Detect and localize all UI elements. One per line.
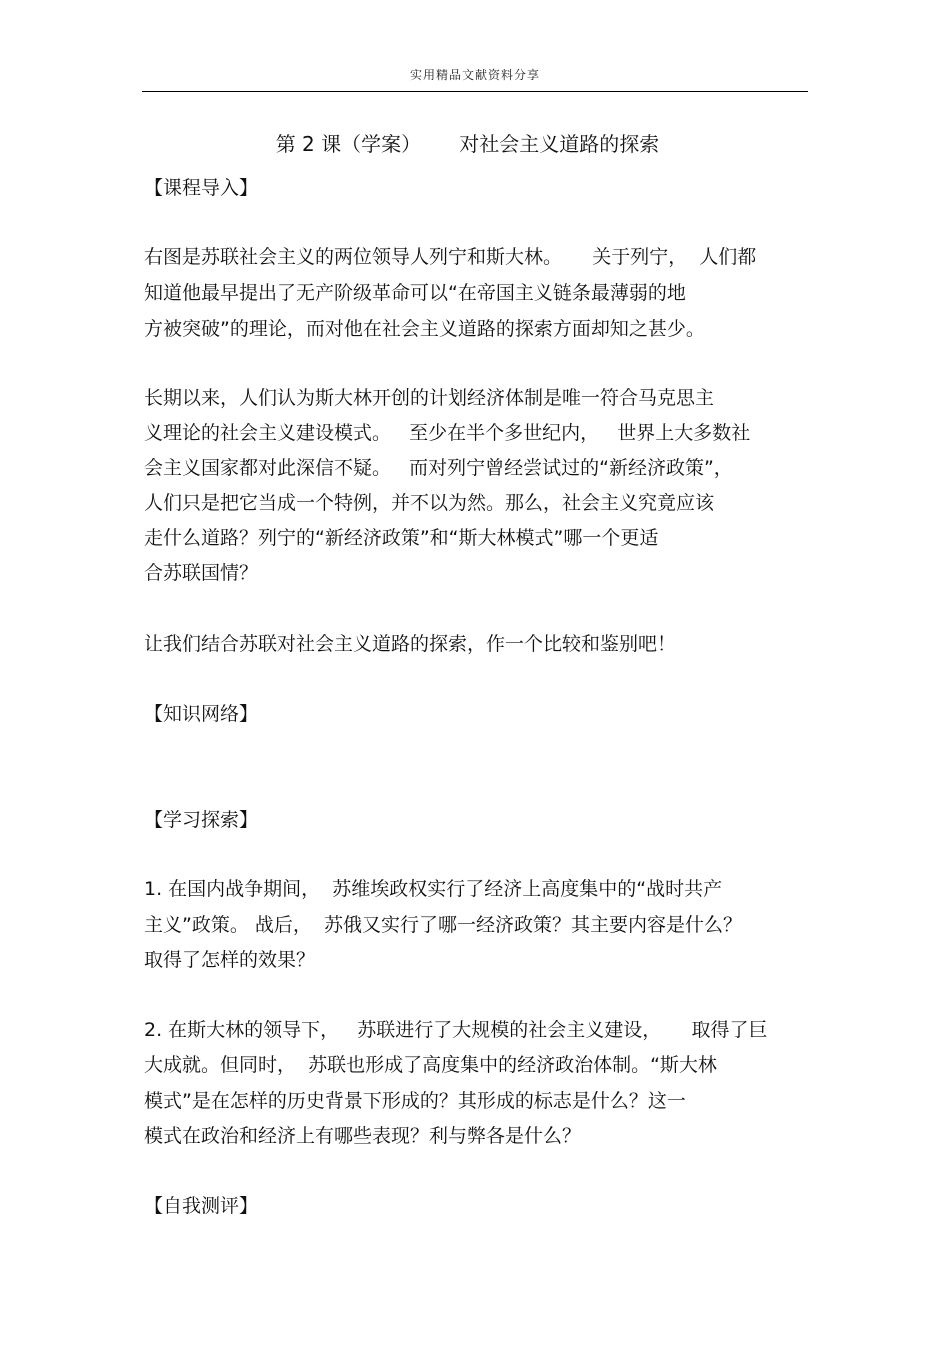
intro-paragraph-2-line-3: 会主义国家都对此深信不疑。 而对列宁曾经尝试过的“新经济政策”，	[144, 457, 733, 479]
section-heading-explore: 【学习探索】	[144, 809, 259, 831]
section-heading-selftest: 【自我测评】	[144, 1195, 259, 1217]
section-heading-intro: 【课程导入】	[144, 177, 259, 199]
intro-paragraph-2-line-4: 人们只是把它当成一个特例，并不以为然。那么，社会主义究竟应该	[144, 492, 715, 514]
lesson-title: 第 2 课（学案） 对社会主义道路的探索	[275, 132, 660, 156]
intro-paragraph-2-line-2: 义理论的社会主义建设模式。 至少在半个多世纪内， 世界上大多数社	[144, 422, 751, 444]
intro-paragraph-1-line-1: 右图是苏联社会主义的两位领导人列宁和斯大林。 关于列宁， 人们都	[144, 246, 757, 268]
intro-paragraph-1-line-2: 知道他最早提出了无产阶级革命可以“在帝国主义链条最薄弱的地	[144, 282, 686, 304]
question-2-line-1: 2. 在斯大林的领导下， 苏联进行了大规模的社会主义建设， 取得了巨	[144, 1019, 768, 1041]
question-2-line-2: 大成就。但同时， 苏联也形成了高度集中的经济政治体制。“斯大林	[144, 1054, 717, 1076]
section-heading-network: 【知识网络】	[144, 703, 259, 725]
intro-paragraph-1-line-3: 方被突破”的理论，而对他在社会主义道路的探索方面却知之甚少。	[144, 318, 705, 340]
question-1-line-1: 1. 在国内战争期间， 苏维埃政权实行了经济上高度集中的“战时共产	[144, 878, 723, 900]
intro-paragraph-3: 让我们结合苏联对社会主义道路的探索，作一个比较和鉴别吧！	[144, 633, 677, 655]
page-header: 实用精品文献资料分享	[409, 68, 540, 82]
question-2-line-3: 模式”是在怎样的历史背景下形成的？其形成的标志是什么？这一	[144, 1090, 686, 1112]
question-2-line-4: 模式在政治和经济上有哪些表现？利与弊各是什么？	[144, 1125, 582, 1147]
question-1-line-3: 取得了怎样的效果？	[144, 949, 316, 971]
intro-paragraph-2-line-1: 长期以来，人们认为斯大林开创的计划经济体制是唯一符合马克思主	[144, 387, 715, 409]
header-divider	[142, 91, 808, 92]
intro-paragraph-2-line-6: 合苏联国情？	[144, 562, 259, 584]
question-1-line-2: 主义”政策。 战后， 苏俄又实行了哪一经济政策？其主要内容是什么？	[144, 914, 742, 936]
intro-paragraph-2-line-5: 走什么道路？列宁的“新经济政策”和“斯大林模式”哪一个更适	[144, 527, 659, 549]
